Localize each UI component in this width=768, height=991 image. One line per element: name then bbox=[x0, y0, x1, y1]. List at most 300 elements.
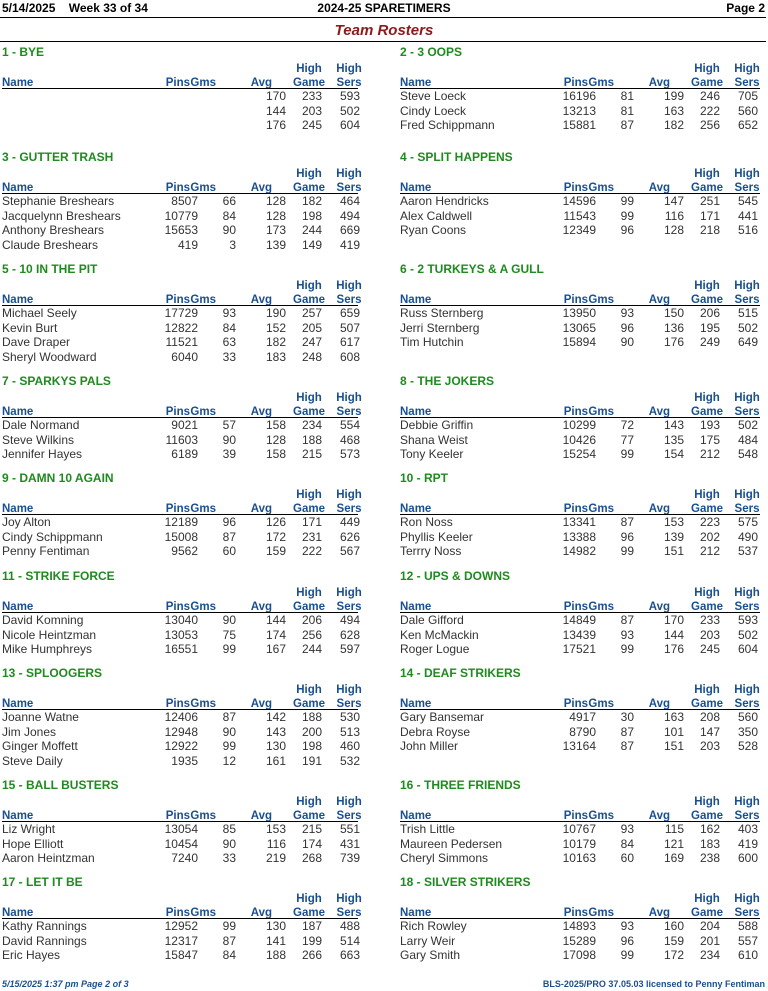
team-name: 12 - UPS & DOWNS bbox=[400, 569, 511, 583]
player-pins: 4917 bbox=[569, 710, 596, 724]
player-games: 90 bbox=[222, 724, 236, 739]
player-name: Sheryl Woodward bbox=[2, 349, 97, 364]
col-header-high-game: High bbox=[296, 63, 322, 75]
col-header-game: Game bbox=[691, 810, 723, 822]
player-games: 39 bbox=[222, 447, 236, 461]
col-header-game: Game bbox=[691, 406, 723, 418]
player-high-game: 203 bbox=[301, 103, 322, 118]
col-header-avg: Avg bbox=[250, 907, 272, 919]
player-average: 151 bbox=[663, 544, 684, 558]
player-high-game: 171 bbox=[699, 208, 720, 223]
player-high-game: 222 bbox=[699, 103, 720, 118]
player-row bbox=[2, 335, 382, 350]
player-high-game: 205 bbox=[301, 320, 322, 335]
player-high-series: 573 bbox=[339, 447, 360, 461]
player-row bbox=[400, 118, 768, 133]
col-header-avg: Avg bbox=[648, 907, 670, 919]
player-name: Jerri Sternberg bbox=[400, 320, 480, 335]
player-games: 99 bbox=[620, 544, 634, 558]
col-header-high-series: High bbox=[336, 489, 362, 501]
player-games: 84 bbox=[222, 320, 236, 335]
player-average: 174 bbox=[265, 627, 286, 642]
col-header-pins: Pins bbox=[563, 907, 588, 919]
col-header-high-game: High bbox=[694, 684, 720, 696]
player-name: Maureen Pedersen bbox=[400, 836, 503, 851]
player-games: 85 bbox=[222, 822, 236, 836]
player-average: 163 bbox=[663, 103, 684, 118]
player-row bbox=[2, 754, 382, 769]
player-average: 183 bbox=[265, 349, 286, 364]
col-header-high-series: High bbox=[734, 684, 760, 696]
player-high-series: 502 bbox=[737, 418, 758, 432]
player-average: 128 bbox=[265, 194, 286, 208]
col-header-pins: Pins bbox=[563, 810, 588, 822]
col-header-high-series: High bbox=[336, 796, 362, 808]
col-header-pins: Pins bbox=[563, 503, 588, 515]
col-header-series: Sers bbox=[734, 698, 760, 710]
col-header-games: Gms bbox=[190, 182, 216, 194]
player-row bbox=[2, 223, 382, 238]
col-header-games: Gms bbox=[588, 294, 614, 306]
player-high-series: 628 bbox=[339, 627, 360, 642]
player-row bbox=[2, 710, 382, 725]
player-row bbox=[2, 238, 382, 253]
player-games: 87 bbox=[222, 529, 236, 544]
player-average: 151 bbox=[663, 739, 684, 753]
col-header-avg: Avg bbox=[648, 182, 670, 194]
col-header-games: Gms bbox=[588, 406, 614, 418]
player-pins: 10454 bbox=[164, 836, 198, 851]
player-name: Penny Fentiman bbox=[2, 544, 90, 558]
team-block bbox=[400, 374, 768, 484]
player-average: 173 bbox=[265, 223, 286, 237]
player-pins: 13439 bbox=[562, 627, 596, 642]
player-name: Tony Keeler bbox=[400, 447, 464, 461]
player-games: 90 bbox=[222, 223, 236, 237]
player-name: Gary Smith bbox=[400, 948, 461, 962]
col-header-pins: Pins bbox=[165, 907, 190, 919]
player-pins: 12922 bbox=[164, 739, 198, 753]
player-high-game: 195 bbox=[699, 320, 720, 335]
team-name: 6 - 2 TURKEYS & A GULL bbox=[400, 262, 544, 276]
col-header-series: Sers bbox=[336, 406, 362, 418]
player-name: Debra Royse bbox=[400, 724, 471, 739]
col-header-series: Sers bbox=[734, 182, 760, 194]
player-games: 66 bbox=[222, 194, 236, 208]
player-high-series: 488 bbox=[339, 919, 360, 933]
player-high-game: 206 bbox=[301, 613, 322, 627]
player-pins: 13341 bbox=[562, 515, 596, 529]
player-row bbox=[400, 934, 768, 949]
player-average: 159 bbox=[663, 933, 684, 948]
player-games: 96 bbox=[620, 529, 634, 544]
player-high-game: 244 bbox=[301, 223, 322, 237]
player-games: 33 bbox=[222, 349, 236, 364]
player-name: Anthony Breshears bbox=[2, 223, 105, 237]
col-header-name: Name bbox=[2, 601, 34, 613]
player-average: 154 bbox=[663, 447, 684, 461]
player-row bbox=[2, 447, 382, 462]
col-header-pins: Pins bbox=[165, 294, 190, 306]
player-high-series: 516 bbox=[737, 223, 758, 237]
col-header-games: Gms bbox=[588, 601, 614, 613]
player-row bbox=[400, 613, 768, 628]
col-header-high-game: High bbox=[694, 280, 720, 292]
player-high-game: 218 bbox=[699, 223, 720, 237]
player-name: Aaron Heintzman bbox=[2, 851, 95, 865]
player-row bbox=[400, 642, 768, 657]
player-average: 188 bbox=[265, 948, 286, 962]
player-name: Kathy Rannings bbox=[2, 919, 87, 933]
player-games: 93 bbox=[620, 306, 634, 320]
player-row bbox=[2, 822, 382, 837]
player-row bbox=[400, 335, 768, 350]
player-high-game: 245 bbox=[699, 642, 720, 656]
player-name: Tim Hutchin bbox=[400, 335, 464, 349]
col-header-avg: Avg bbox=[250, 601, 272, 613]
col-header-name: Name bbox=[400, 406, 432, 418]
player-row bbox=[400, 530, 768, 545]
col-header-series: Sers bbox=[734, 601, 760, 613]
player-row bbox=[400, 948, 768, 963]
player-high-series: 468 bbox=[339, 432, 360, 447]
player-high-game: 257 bbox=[301, 306, 322, 320]
player-games: 72 bbox=[620, 418, 634, 432]
col-header-avg: Avg bbox=[250, 698, 272, 710]
player-average: 159 bbox=[265, 544, 286, 558]
player-high-game: 234 bbox=[301, 418, 322, 432]
col-header-pins: Pins bbox=[165, 503, 190, 515]
player-pins: 13065 bbox=[562, 320, 596, 335]
player-high-series: 554 bbox=[339, 418, 360, 432]
player-high-game: 193 bbox=[699, 418, 720, 432]
player-high-game: 147 bbox=[699, 724, 720, 739]
player-name: Claude Breshears bbox=[2, 237, 99, 252]
player-high-game: 251 bbox=[699, 194, 720, 208]
col-header-games: Gms bbox=[190, 503, 216, 515]
team-name: 17 - LET IT BE bbox=[2, 875, 83, 889]
player-pins: 12822 bbox=[164, 320, 198, 335]
player-high-series: 441 bbox=[737, 208, 758, 223]
player-row bbox=[2, 739, 382, 754]
player-row bbox=[2, 89, 382, 104]
player-average: 139 bbox=[663, 529, 684, 544]
player-row bbox=[400, 628, 768, 643]
team-block bbox=[2, 262, 382, 372]
player-pins: 15881 bbox=[562, 118, 596, 132]
player-name: Steve Loeck bbox=[400, 89, 467, 103]
player-row bbox=[2, 934, 382, 949]
player-high-series: 604 bbox=[339, 118, 360, 132]
player-pins: 15008 bbox=[164, 529, 198, 544]
col-header-high-game: High bbox=[296, 489, 322, 501]
team-name: 2 - 3 OOPS bbox=[400, 45, 463, 59]
col-header-series: Sers bbox=[336, 601, 362, 613]
player-average: 143 bbox=[265, 724, 286, 739]
player-average: 158 bbox=[265, 447, 286, 461]
player-high-series: 507 bbox=[339, 320, 360, 335]
player-high-series: 502 bbox=[339, 103, 360, 118]
player-high-game: 191 bbox=[301, 753, 322, 768]
player-name: Eric Hayes bbox=[2, 948, 61, 962]
player-pins: 14982 bbox=[562, 544, 596, 558]
player-high-series: 705 bbox=[737, 89, 758, 103]
player-games: 90 bbox=[620, 335, 634, 349]
player-high-series: 551 bbox=[339, 822, 360, 836]
col-header-name: Name bbox=[400, 503, 432, 515]
player-pins: 11521 bbox=[165, 335, 198, 349]
player-pins: 10179 bbox=[562, 836, 596, 851]
player-games: 84 bbox=[222, 948, 236, 962]
player-average: 144 bbox=[265, 613, 286, 627]
player-average: 190 bbox=[265, 306, 286, 320]
player-name: Debbie Griffin bbox=[400, 418, 474, 432]
player-high-series: 431 bbox=[339, 836, 360, 851]
player-row bbox=[2, 306, 382, 321]
player-games: 63 bbox=[222, 335, 236, 349]
player-pins: 10779 bbox=[164, 208, 198, 223]
player-average: 158 bbox=[265, 418, 286, 432]
col-header-name: Name bbox=[2, 698, 34, 710]
col-header-name: Name bbox=[400, 907, 432, 919]
team-name: 16 - THREE FRIENDS bbox=[400, 778, 521, 792]
player-high-series: 669 bbox=[339, 223, 360, 237]
col-header-games: Gms bbox=[190, 698, 216, 710]
player-high-game: 223 bbox=[699, 515, 720, 529]
player-high-series: 663 bbox=[339, 948, 360, 962]
player-pins: 17521 bbox=[562, 642, 596, 656]
player-high-game: 183 bbox=[699, 836, 720, 851]
col-header-high-game: High bbox=[296, 392, 322, 404]
team-name: 13 - SPLOOGERS bbox=[2, 666, 103, 680]
col-header-game: Game bbox=[293, 601, 325, 613]
col-header-series: Sers bbox=[734, 77, 760, 89]
col-header-game: Game bbox=[691, 77, 723, 89]
player-average: 163 bbox=[663, 710, 684, 724]
player-average: 143 bbox=[663, 418, 684, 432]
player-high-game: 233 bbox=[699, 613, 720, 627]
player-pins: 14596 bbox=[562, 194, 596, 208]
player-row bbox=[2, 642, 382, 657]
team-block bbox=[2, 778, 382, 888]
player-pins: 13950 bbox=[562, 306, 596, 320]
player-row bbox=[400, 739, 768, 754]
player-high-game: 187 bbox=[301, 919, 322, 933]
player-high-series: 588 bbox=[737, 919, 758, 933]
player-high-series: 528 bbox=[737, 739, 758, 753]
player-pins: 15847 bbox=[164, 948, 198, 962]
player-name: Shana Weist bbox=[400, 432, 468, 447]
col-header-high-game: High bbox=[694, 489, 720, 501]
col-header-pins: Pins bbox=[563, 294, 588, 306]
player-games: 75 bbox=[222, 627, 236, 642]
player-games: 81 bbox=[620, 89, 634, 103]
player-pins: 10163 bbox=[562, 851, 596, 865]
col-header-name: Name bbox=[400, 77, 432, 89]
player-high-game: 198 bbox=[301, 739, 322, 753]
col-header-series: Sers bbox=[336, 503, 362, 515]
col-header-games: Gms bbox=[588, 77, 614, 89]
col-header-pins: Pins bbox=[563, 77, 588, 89]
player-pins: 16551 bbox=[164, 642, 198, 656]
player-pins: 13054 bbox=[164, 822, 198, 836]
player-pins: 1935 bbox=[171, 753, 198, 768]
player-games: 84 bbox=[620, 836, 634, 851]
player-games: 96 bbox=[620, 320, 634, 335]
team-block bbox=[400, 45, 768, 155]
player-row bbox=[2, 851, 382, 866]
player-average: 130 bbox=[265, 919, 286, 933]
col-header-game: Game bbox=[691, 503, 723, 515]
col-header-high-game: High bbox=[694, 168, 720, 180]
player-average: 141 bbox=[265, 933, 286, 948]
player-high-game: 206 bbox=[699, 306, 720, 320]
player-pins: 17098 bbox=[562, 948, 596, 962]
player-high-game: 212 bbox=[699, 447, 720, 461]
player-average: 135 bbox=[663, 432, 684, 447]
player-average: 199 bbox=[663, 89, 684, 103]
player-pins: 7240 bbox=[171, 851, 198, 865]
player-games: 60 bbox=[222, 544, 236, 558]
col-header-high-game: High bbox=[296, 893, 322, 905]
col-header-game: Game bbox=[691, 698, 723, 710]
player-high-series: 515 bbox=[737, 306, 758, 320]
player-average: 101 bbox=[663, 724, 684, 739]
col-header-series: Sers bbox=[734, 907, 760, 919]
player-high-series: 502 bbox=[737, 320, 758, 335]
player-pins: 12189 bbox=[164, 515, 198, 529]
col-header-high-series: High bbox=[734, 489, 760, 501]
player-row bbox=[2, 628, 382, 643]
player-high-game: 256 bbox=[301, 627, 322, 642]
team-block bbox=[400, 569, 768, 679]
col-header-name: Name bbox=[400, 698, 432, 710]
player-high-series: 464 bbox=[339, 194, 360, 208]
player-average: 170 bbox=[265, 89, 286, 103]
team-block bbox=[400, 778, 768, 888]
player-high-game: 215 bbox=[301, 822, 322, 836]
player-average: 172 bbox=[265, 529, 286, 544]
col-header-high-series: High bbox=[336, 392, 362, 404]
player-games: 96 bbox=[620, 933, 634, 948]
player-pins: 15254 bbox=[562, 447, 596, 461]
player-pins: 15289 bbox=[562, 933, 596, 948]
team-block bbox=[2, 666, 382, 776]
team-block bbox=[400, 471, 768, 581]
col-header-game: Game bbox=[293, 182, 325, 194]
col-header-series: Sers bbox=[734, 406, 760, 418]
player-games: 99 bbox=[620, 194, 634, 208]
player-high-game: 222 bbox=[301, 544, 322, 558]
team-name: 9 - DAMN 10 AGAIN bbox=[2, 471, 114, 485]
player-row bbox=[400, 851, 768, 866]
player-pins: 15894 bbox=[562, 335, 596, 349]
player-name: Mike Humphreys bbox=[2, 642, 93, 656]
col-header-games: Gms bbox=[190, 907, 216, 919]
col-header-game: Game bbox=[691, 294, 723, 306]
player-games: 87 bbox=[620, 739, 634, 753]
player-games: 60 bbox=[620, 851, 634, 865]
player-name: Gary Bansemar bbox=[400, 710, 485, 724]
col-header-games: Gms bbox=[190, 294, 216, 306]
col-header-avg: Avg bbox=[250, 182, 272, 194]
col-header-name: Name bbox=[2, 503, 34, 515]
player-name: Alex Caldwell bbox=[400, 208, 473, 223]
team-block bbox=[2, 471, 382, 581]
team-block bbox=[400, 666, 768, 776]
player-games: 87 bbox=[620, 515, 634, 529]
player-games: 87 bbox=[222, 710, 236, 724]
player-high-series: 557 bbox=[737, 933, 758, 948]
player-high-series: 490 bbox=[737, 529, 758, 544]
player-high-series: 626 bbox=[339, 529, 360, 544]
player-row bbox=[400, 515, 768, 530]
col-header-pins: Pins bbox=[563, 698, 588, 710]
player-average: 150 bbox=[663, 306, 684, 320]
player-pins: 9562 bbox=[171, 544, 198, 558]
player-high-series: 537 bbox=[737, 544, 758, 558]
player-pins: 13040 bbox=[164, 613, 198, 627]
player-pins: 419 bbox=[177, 237, 198, 252]
player-games: 3 bbox=[229, 237, 236, 252]
player-high-series: 502 bbox=[737, 627, 758, 642]
col-header-games: Gms bbox=[190, 406, 216, 418]
player-pins: 13053 bbox=[164, 627, 198, 642]
col-header-game: Game bbox=[293, 907, 325, 919]
player-row bbox=[400, 544, 768, 559]
team-block bbox=[400, 262, 768, 372]
footer-license: BLS-2025/PRO 37.05.03 licensed to Penny Fentiman bbox=[542, 979, 765, 989]
team-name: 14 - DEAF STRIKERS bbox=[400, 666, 521, 680]
player-name: Ryan Coons bbox=[400, 223, 467, 237]
player-high-game: 149 bbox=[301, 237, 322, 252]
player-row bbox=[2, 350, 382, 365]
col-header-pins: Pins bbox=[165, 77, 190, 89]
col-header-games: Gms bbox=[190, 810, 216, 822]
player-pins: 8790 bbox=[569, 724, 596, 739]
col-header-high-game: High bbox=[296, 280, 322, 292]
col-header-high-series: High bbox=[734, 280, 760, 292]
player-row bbox=[400, 710, 768, 725]
player-high-game: 246 bbox=[699, 89, 720, 103]
player-games: 87 bbox=[620, 613, 634, 627]
page-title: Team Rosters bbox=[334, 22, 434, 39]
player-pins: 6040 bbox=[171, 349, 198, 364]
player-games: 99 bbox=[620, 447, 634, 461]
col-header-game: Game bbox=[293, 406, 325, 418]
player-name: Dave Draper bbox=[2, 335, 71, 349]
player-games: 99 bbox=[620, 642, 634, 656]
player-high-game: 208 bbox=[699, 710, 720, 724]
player-average: 139 bbox=[265, 237, 286, 252]
player-games: 90 bbox=[222, 432, 236, 447]
player-row bbox=[2, 209, 382, 224]
col-header-avg: Avg bbox=[250, 406, 272, 418]
player-high-series: 575 bbox=[737, 515, 758, 529]
player-high-game: 245 bbox=[301, 118, 322, 132]
player-name: Fred Schippmann bbox=[400, 118, 495, 132]
player-games: 84 bbox=[222, 208, 236, 223]
player-row bbox=[400, 209, 768, 224]
player-name: Ginger Moffett bbox=[2, 739, 78, 753]
week-label: Week 33 of 34 bbox=[68, 1, 148, 15]
player-pins: 9021 bbox=[171, 418, 198, 432]
col-header-name: Name bbox=[400, 810, 432, 822]
player-average: 176 bbox=[663, 642, 684, 656]
player-average: 126 bbox=[265, 515, 286, 529]
player-games: 99 bbox=[222, 642, 236, 656]
footer-timestamp: 5/15/2025 1:37 pm Page 2 of 3 bbox=[2, 979, 129, 989]
